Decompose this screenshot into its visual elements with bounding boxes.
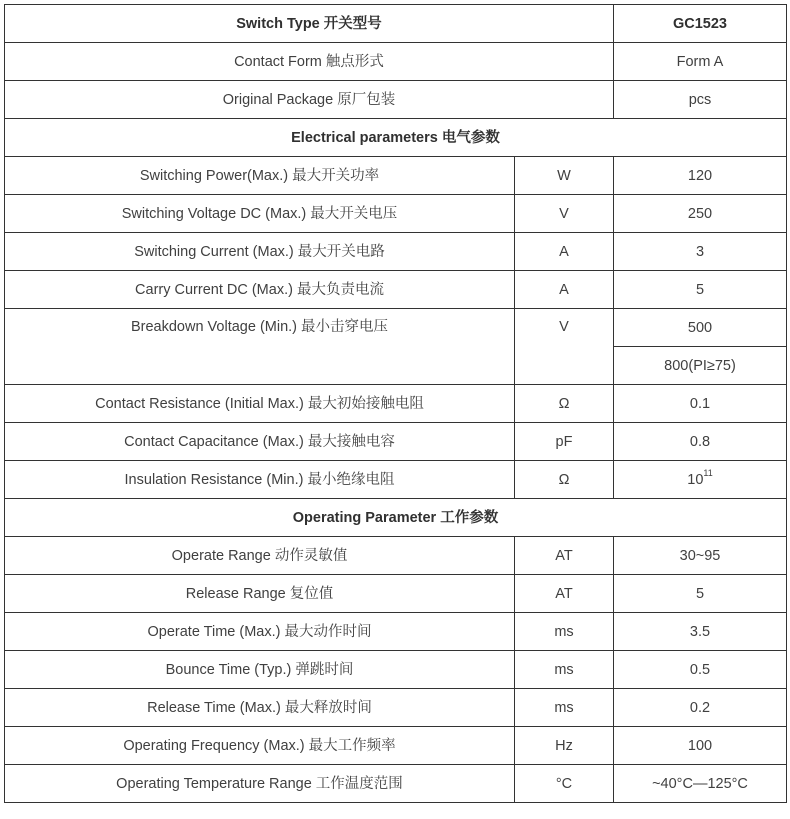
row-label: Bounce Time (Typ.) 弹跳时间 [5,651,515,689]
table-row [5,195,787,233]
row-value: 800(PI≥75) [614,347,787,385]
row-unit: Ω [515,461,614,499]
row-label: Contact Resistance (Initial Max.) 最大初始接触电阻 [5,385,515,423]
switch-type-label: Switch Type 开关型号 [5,5,614,43]
table-row [5,385,787,423]
table-row [5,461,787,499]
operating-section-title: Operating Parameter 工作参数 [5,499,787,537]
insulation-base: 10 [687,471,704,488]
spec-table [4,4,787,803]
row-label: Operating Temperature Range 工作温度范围 [5,765,515,803]
row-value: 500 [614,309,787,347]
row-label: Contact Form 触点形式 [5,43,614,81]
table-row [5,727,787,765]
row-label: Original Package 原厂包装 [5,81,614,119]
row-label: Contact Capacitance (Max.) 最大接触电容 [5,423,515,461]
table-row [5,651,787,689]
row-value: pcs [614,81,787,119]
table-row [5,271,787,309]
row-label: Switching Power(Max.) 最大开关功率 [5,157,515,195]
section-header-row [5,499,787,537]
table-row [5,81,787,119]
row-value: 0.8 [614,423,787,461]
insulation-exponent: 11 [703,467,713,478]
table-row [5,43,787,81]
table-row [5,575,787,613]
row-label: Carry Current DC (Max.) 最大负责电流 [5,271,515,309]
row-value: 5 [614,271,787,309]
table-row [5,613,787,651]
switch-type-value: GC1523 [614,5,787,43]
row-value [614,461,787,499]
electrical-section-title: Electrical parameters 电气参数 [5,119,787,157]
table-row [5,689,787,727]
row-unit: ms [515,651,614,689]
table-row [5,5,787,43]
table-row [5,309,787,347]
row-unit: ms [515,689,614,727]
row-value: ~40°C—125°C [614,765,787,803]
row-value: 250 [614,195,787,233]
table-row [5,423,787,461]
row-unit: V [515,309,614,385]
row-unit: A [515,271,614,309]
row-value: 0.2 [614,689,787,727]
row-unit: V [515,195,614,233]
table-row [5,157,787,195]
section-header-row [5,119,787,157]
row-value: 3.5 [614,613,787,651]
row-label: Breakdown Voltage (Min.) 最小击穿电压 [5,309,515,385]
row-value: 30~95 [614,537,787,575]
row-label: Operating Frequency (Max.) 最大工作频率 [5,727,515,765]
row-label: Release Time (Max.) 最大释放时间 [5,689,515,727]
table-row [5,233,787,271]
row-unit: W [515,157,614,195]
row-value: 0.5 [614,651,787,689]
row-value: Form A [614,43,787,81]
row-unit: Ω [515,385,614,423]
row-unit: °C [515,765,614,803]
row-unit: AT [515,575,614,613]
row-value: 0.1 [614,385,787,423]
row-value: 120 [614,157,787,195]
row-label: Operate Time (Max.) 最大动作时间 [5,613,515,651]
row-unit: Hz [515,727,614,765]
row-label: Switching Current (Max.) 最大开关电路 [5,233,515,271]
row-unit: AT [515,537,614,575]
table-row [5,537,787,575]
row-value: 3 [614,233,787,271]
row-label: Switching Voltage DC (Max.) 最大开关电压 [5,195,515,233]
row-label: Release Range 复位值 [5,575,515,613]
row-unit: ms [515,613,614,651]
row-value: 5 [614,575,787,613]
row-label: Operate Range 动作灵敏值 [5,537,515,575]
row-unit: pF [515,423,614,461]
table-row [5,765,787,803]
row-label: Insulation Resistance (Min.) 最小绝缘电阻 [5,461,515,499]
row-value: 100 [614,727,787,765]
row-unit: A [515,233,614,271]
